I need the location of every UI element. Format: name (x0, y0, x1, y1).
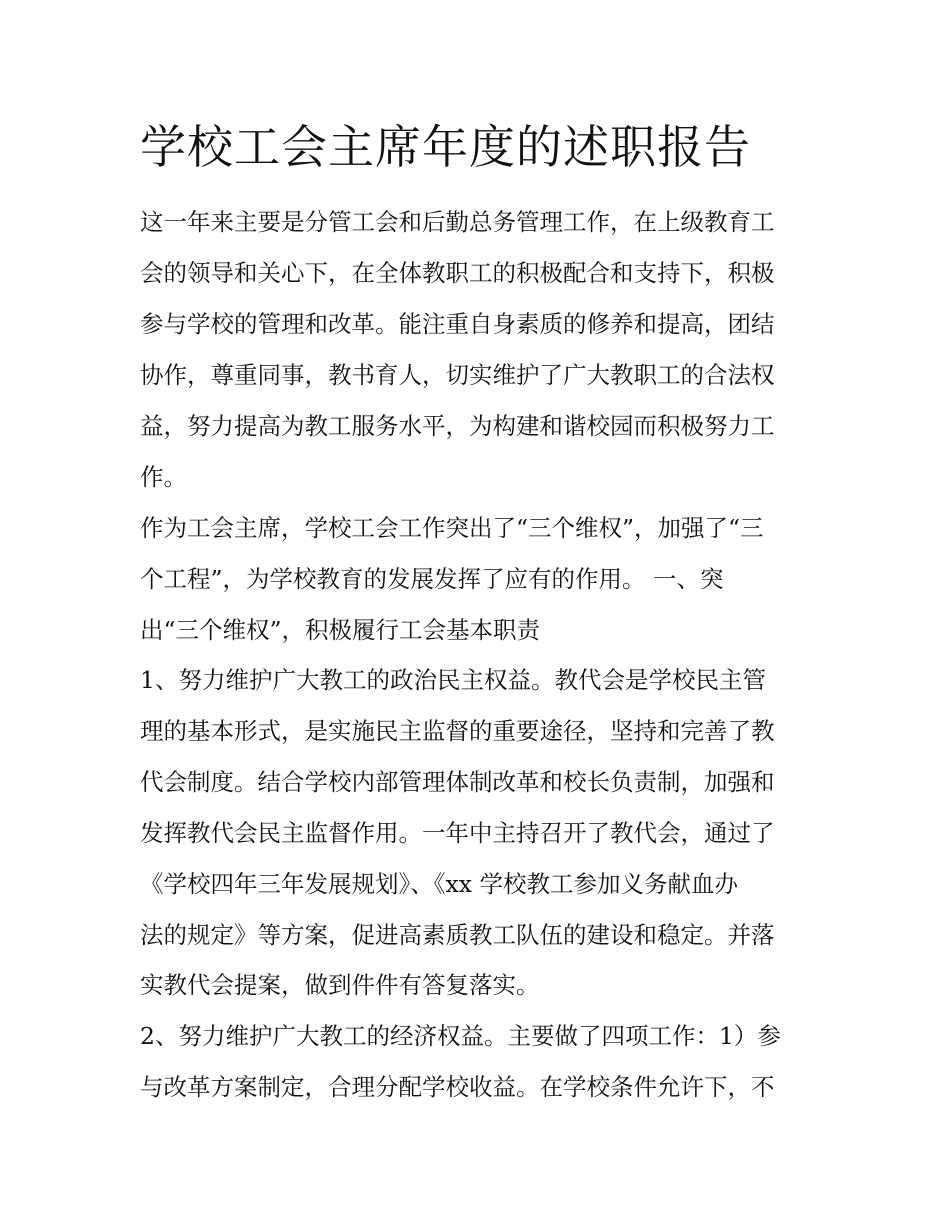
text-line: 会的领导和关心下，在全体教职工的积极配合和支持下，积极 (140, 259, 775, 287)
text-line: 2、努力维护广大教工的经济权益。主要做了四项工作：1）参 (140, 1022, 781, 1050)
text-line: 与改革方案制定，合理分配学校收益。在学校条件允许下，不 (140, 1073, 775, 1101)
text-line: 作为工会主席，学校工会工作突出了“三个维权”，加强了“三 (140, 514, 764, 542)
text-line: 个工程”，为学校教育的发展发挥了应有的作用。 一、突 (140, 565, 724, 593)
text-line: 出“三个维权”，积极履行工会基本职责 (140, 616, 541, 644)
page-title: 学校工会主席年度的述职报告 (140, 120, 751, 174)
text-line: 益，努力提高为教工服务水平，为构建和谐校园而积极努力工 (140, 412, 775, 440)
text-line: 参与学校的管理和改革。能注重自身素质的修养和提高，团结 (140, 310, 775, 338)
text-line: 《学校四年三年发展规划》、《xx 学校教工参加义务献血办 (140, 870, 738, 898)
text-line: 这一年来主要是分管工会和后勤总务管理工作，在上级教育工 (140, 208, 775, 236)
text-line: 1、努力维护广大教工的政治民主权益。教代会是学校民主管 (140, 666, 766, 694)
text-line: 理的基本形式，是实施民主监督的重要途径，坚持和完善了教 (140, 717, 775, 745)
text-line: 作。 (140, 463, 187, 491)
text-line: 代会制度。结合学校内部管理体制改革和校长负责制，加强和 (140, 768, 775, 796)
text-line: 实教代会提案，做到件件有答复落实。 (140, 971, 540, 999)
text-line: 发挥教代会民主监督作用。一年中主持召开了教代会，通过了 (140, 819, 775, 847)
text-line: 法的规定》等方案，促进高素质教工队伍的建设和稳定。并落 (140, 921, 775, 949)
text-line: 协作，尊重同事，教书育人，切实维护了广大教职工的合法权 (140, 361, 775, 389)
